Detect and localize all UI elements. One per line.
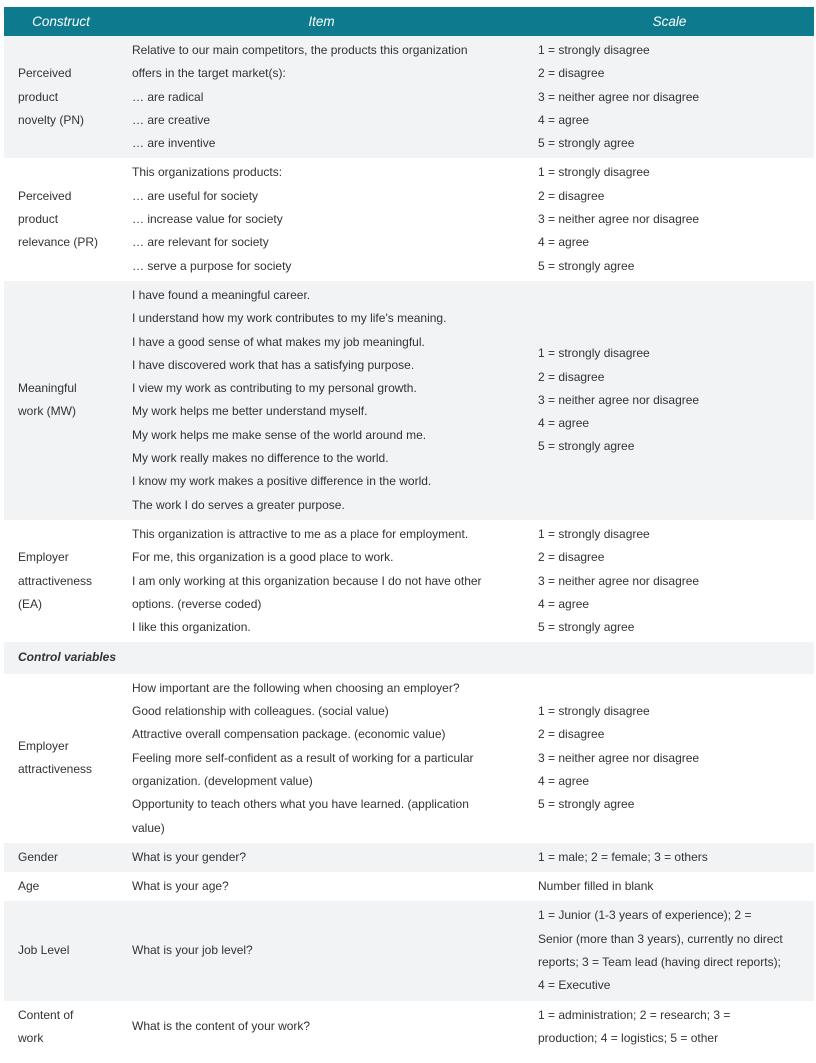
scale-line: 5 = strongly agree <box>538 258 635 273</box>
scale-cell <box>525 281 814 520</box>
item-line: How important are the following when choosing an employer? <box>132 680 460 695</box>
construct-line: Content of <box>18 1007 74 1022</box>
item-line: I am only working at this organization because I do not have other <box>132 573 482 588</box>
table-row <box>4 281 814 520</box>
scale-line: 2 = disagree <box>538 369 605 384</box>
construct-cell <box>4 158 118 280</box>
item-line: My work really makes no difference to the world. <box>132 451 389 466</box>
scale-cell <box>525 1001 814 1054</box>
scale-line: 5 = strongly agree <box>538 439 635 454</box>
item-line: options. (reverse coded) <box>132 596 262 611</box>
table-row <box>4 1001 814 1054</box>
construct-cell: Age <box>4 872 118 901</box>
construct-line: (EA) <box>18 596 42 611</box>
control-variables-label: Control variables <box>4 642 814 673</box>
item-line: I view my work as contributing to my personal growth. <box>132 381 417 396</box>
scale-line: 2 = disagree <box>538 66 605 81</box>
item-line: For me, this organization is a good place to work. <box>132 550 394 565</box>
construct-line: attractiveness <box>18 573 93 588</box>
scale-cell <box>525 520 814 642</box>
construct-cell: Job Level <box>4 901 118 1000</box>
item-line: … serve a purpose for society <box>132 258 292 273</box>
scale-cell: Number filled in blank <box>525 872 814 901</box>
scale-line: 1 = strongly disagree <box>538 526 650 541</box>
item-cell: What is the content of your work? <box>118 1001 525 1054</box>
measures-table <box>4 7 814 1053</box>
scale-line: 4 = agree <box>538 773 590 788</box>
item-cell <box>118 520 525 642</box>
table-row <box>4 674 814 843</box>
scale-line: 3 = neither agree nor disagree <box>538 89 700 104</box>
scale-line: production; 4 = logistics; 5 = other <box>538 1030 719 1045</box>
scale-cell: 1 = male; 2 = female; 3 = others <box>525 843 814 872</box>
item-line: organization. (development value) <box>132 773 313 788</box>
scale-line: 5 = strongly agree <box>538 136 635 151</box>
construct-line: product <box>18 89 59 104</box>
item-line: … are useful for society <box>132 188 259 203</box>
item-line: … are radical <box>132 89 204 104</box>
construct-cell <box>4 1001 118 1054</box>
item-line: My work helps me make sense of the world around me. <box>132 427 427 442</box>
item-line: I have discovered work that has a satisfying purpose. <box>132 357 415 372</box>
item-cell: What is your job level? <box>118 901 525 1000</box>
construct-line: work (MW) <box>18 404 76 419</box>
scale-cell <box>525 36 814 158</box>
item-cell <box>118 674 525 843</box>
table-row <box>4 901 814 1000</box>
item-line: … increase value for society <box>132 212 283 227</box>
scale-cell <box>525 674 814 843</box>
construct-line: Employer <box>18 738 69 753</box>
item-line: … are relevant for society <box>132 235 269 250</box>
scale-line: 4 = agree <box>538 235 590 250</box>
item-line: Relative to our main competitors, the products this organization <box>132 43 468 57</box>
scale-line: 2 = disagree <box>538 727 605 742</box>
scale-line: 1 = strongly disagree <box>538 165 650 180</box>
construct-line: relevance (PR) <box>18 235 99 250</box>
item-line: I understand how my work contributes to my life's meaning. <box>132 311 447 326</box>
scale-line: 1 = administration; 2 = research; 3 = <box>538 1007 731 1022</box>
scale-cell <box>525 158 814 280</box>
item-line: value) <box>132 820 165 835</box>
scale-line: 2 = disagree <box>538 188 605 203</box>
scale-line: 4 = agree <box>538 596 590 611</box>
table-row <box>4 158 814 280</box>
item-line: Feeling more self-confident as a result of working for a particular <box>132 750 474 765</box>
item-line: Good relationship with colleagues. (social value) <box>132 704 389 719</box>
construct-line: Meaningful <box>18 381 77 396</box>
scale-cell <box>525 901 814 1000</box>
scale-line: 3 = neither agree nor disagree <box>538 750 700 765</box>
scale-line: 5 = strongly agree <box>538 797 635 812</box>
construct-cell <box>4 281 118 520</box>
item-line: This organizations products: <box>132 165 283 180</box>
construct-line: Employer <box>18 550 69 565</box>
item-line: I have found a meaningful career. <box>132 287 311 302</box>
scale-line: 4 = agree <box>538 112 590 127</box>
construct-line: product <box>18 212 59 227</box>
construct-line: Perceived <box>18 66 72 81</box>
scale-line: 3 = neither agree nor disagree <box>538 573 700 588</box>
table-row <box>4 872 814 901</box>
scale-line: 3 = neither agree nor disagree <box>538 212 700 227</box>
scale-line: 1 = strongly disagree <box>538 704 650 719</box>
scale-line: 1 = strongly disagree <box>538 346 650 361</box>
table-row <box>4 520 814 642</box>
scale-line: 1 = strongly disagree <box>538 43 650 57</box>
construct-line: novelty (PN) <box>18 112 85 127</box>
construct-line: attractiveness <box>18 762 93 777</box>
item-line: This organization is attractive to me as a place for employment. <box>132 526 469 541</box>
scale-line: 5 = strongly agree <box>538 620 635 635</box>
item-line: … are inventive <box>132 136 216 151</box>
item-line: The work I do serves a greater purpose. <box>132 497 345 512</box>
construct-line: Perceived <box>18 188 72 203</box>
construct-cell <box>4 36 118 158</box>
table-header-row <box>4 7 814 36</box>
item-cell <box>118 158 525 280</box>
item-line: Opportunity to teach others what you have learned. (application <box>132 797 469 812</box>
item-cell: What is your gender? <box>118 843 525 872</box>
scale-line: 4 = agree <box>538 416 590 431</box>
scale-line: 1 = Junior (1-3 years of experience); 2 = <box>538 908 752 923</box>
scale-line: Senior (more than 3 years), currently no direct <box>538 931 783 946</box>
construct-line: work <box>18 1030 44 1045</box>
item-line: My work helps me better understand myself. <box>132 404 368 419</box>
item-line: Attractive overall compensation package. (economic value) <box>132 727 446 742</box>
header-scale: Scale <box>525 7 814 36</box>
item-line: I like this organization. <box>132 620 251 635</box>
control-variables-row <box>4 642 814 673</box>
item-cell <box>118 281 525 520</box>
header-construct: Construct <box>4 7 118 36</box>
table-row <box>4 36 814 158</box>
item-line: I have a good sense of what makes my job meaningful. <box>132 334 425 349</box>
scale-line: reports; 3 = Team lead (having direct reports); <box>538 954 781 969</box>
scale-line: 3 = neither agree nor disagree <box>538 392 700 407</box>
item-cell <box>118 36 525 158</box>
construct-cell: Gender <box>4 843 118 872</box>
item-cell: What is your age? <box>118 872 525 901</box>
table-row <box>4 843 814 872</box>
item-line: I know my work makes a positive difference in the world. <box>132 474 432 489</box>
item-line: offers in the target market(s): <box>132 66 286 81</box>
construct-cell <box>4 520 118 642</box>
scale-line: 2 = disagree <box>538 550 605 565</box>
construct-cell <box>4 674 118 843</box>
scale-line: 4 = Executive <box>538 978 611 993</box>
header-item: Item <box>118 7 525 36</box>
item-line: … are creative <box>132 112 211 127</box>
